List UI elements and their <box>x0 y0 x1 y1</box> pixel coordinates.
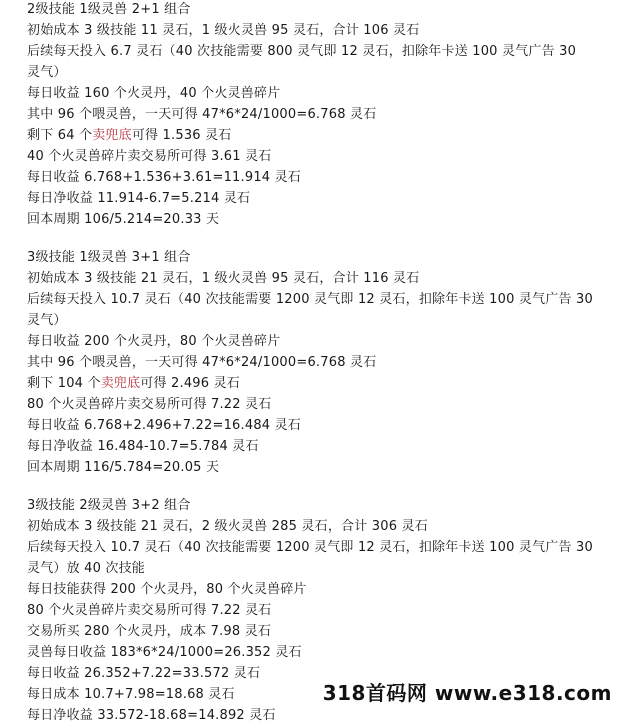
section-2-line: 每日收益 6.768+2.496+7.22=16.484 灵石 <box>27 418 302 433</box>
section-3-line: 每日净收益 33.572-18.68=14.892 灵石 <box>27 708 276 723</box>
section-1-line: 初始成本 3 级技能 11 灵石，1 级火灵兽 95 灵石，合计 106 灵石 <box>27 23 420 38</box>
line-text: 可得 2.496 灵石 <box>140 376 240 391</box>
section-2-line: 其中 96 个喂灵兽，一天可得 47*6*24/1000=6.768 灵石 <box>27 355 377 370</box>
section-1-line: 每日收益 160 个火灵丹，40 个火灵兽碎片 <box>27 86 281 101</box>
section-3-line: 每日收益 26.352+7.22=33.572 灵石 <box>27 666 261 681</box>
section-1-line: 其中 96 个喂灵兽，一天可得 47*6*24/1000=6.768 灵石 <box>27 107 377 122</box>
section-3-heading: 3级技能 2级灵兽 3+2 组合 <box>27 498 191 513</box>
line-text: 可得 1.536 灵石 <box>131 128 232 143</box>
section-3-line: 灵气）放 40 次技能 <box>27 561 146 576</box>
section-3-line: 每日成本 10.7+7.98=18.68 灵石 <box>27 687 235 702</box>
section-1-line: 灵气） <box>27 65 67 80</box>
section-3-line: 灵兽每日收益 183*6*24/1000=26.352 灵石 <box>27 645 302 660</box>
section-1-line: 每日收益 6.768+1.536+3.61=11.914 灵石 <box>27 170 302 185</box>
section-3-line: 初始成本 3 级技能 21 灵石，2 级火灵兽 285 灵石，合计 306 灵石 <box>27 519 428 534</box>
highlighted-text: 卖兜底 <box>92 128 132 143</box>
section-2-line: 回本周期 116/5.784=20.05 天 <box>27 460 220 475</box>
section-3-line: 后续每天投入 10.7 灵石（40 次技能需要 1200 灵气即 12 灵石，扣除年卡送 100 灵气广告 30 <box>27 540 593 555</box>
section-3-line: 每日技能获得 200 个火灵丹，80 个火灵兽碎片 <box>27 582 307 597</box>
line-text: 剩下 64 个 <box>27 128 93 143</box>
section-1-heading: 2级技能 1级灵兽 2+1 组合 <box>27 2 191 17</box>
section-1-line: 40 个火灵兽碎片卖交易所可得 3.61 灵石 <box>27 149 272 164</box>
section-2-line: 80 个火灵兽碎片卖交易所可得 7.22 灵石 <box>27 397 272 412</box>
section-1-line: 每日净收益 11.914-6.7=5.214 灵石 <box>27 191 251 206</box>
section-2-line: 初始成本 3 级技能 21 灵石，1 级火灵兽 95 灵石，合计 116 灵石 <box>27 271 420 286</box>
section-2-line <box>27 374 240 394</box>
site-watermark: 318首码网 www.e318.com <box>322 681 612 705</box>
section-1-line: 回本周期 106/5.214=20.33 天 <box>27 212 220 227</box>
section-2-line: 每日收益 200 个火灵丹，80 个火灵兽碎片 <box>27 334 281 349</box>
section-3-line: 80 个火灵兽碎片卖交易所可得 7.22 灵石 <box>27 603 272 618</box>
section-3-line: 交易所买 280 个火灵丹，成本 7.98 灵石 <box>27 624 272 639</box>
section-2-line: 每日净收益 16.484-10.7=5.784 灵石 <box>27 439 259 454</box>
highlighted-text: 卖兜底 <box>100 376 141 391</box>
section-1-line: 后续每天投入 6.7 灵石（40 次技能需要 800 灵气即 12 灵石，扣除年卡送 100 灵气广告 30 <box>27 44 577 59</box>
line-text: 剩下 104 个 <box>27 376 101 391</box>
section-1-line <box>27 126 232 146</box>
section-2-heading: 3级技能 1级灵兽 3+1 组合 <box>27 250 191 265</box>
section-2-line: 灵气） <box>27 313 67 328</box>
section-2-line: 后续每天投入 10.7 灵石（40 次技能需要 1200 灵气即 12 灵石，扣除年卡送 100 灵气广告 30 <box>27 292 593 307</box>
